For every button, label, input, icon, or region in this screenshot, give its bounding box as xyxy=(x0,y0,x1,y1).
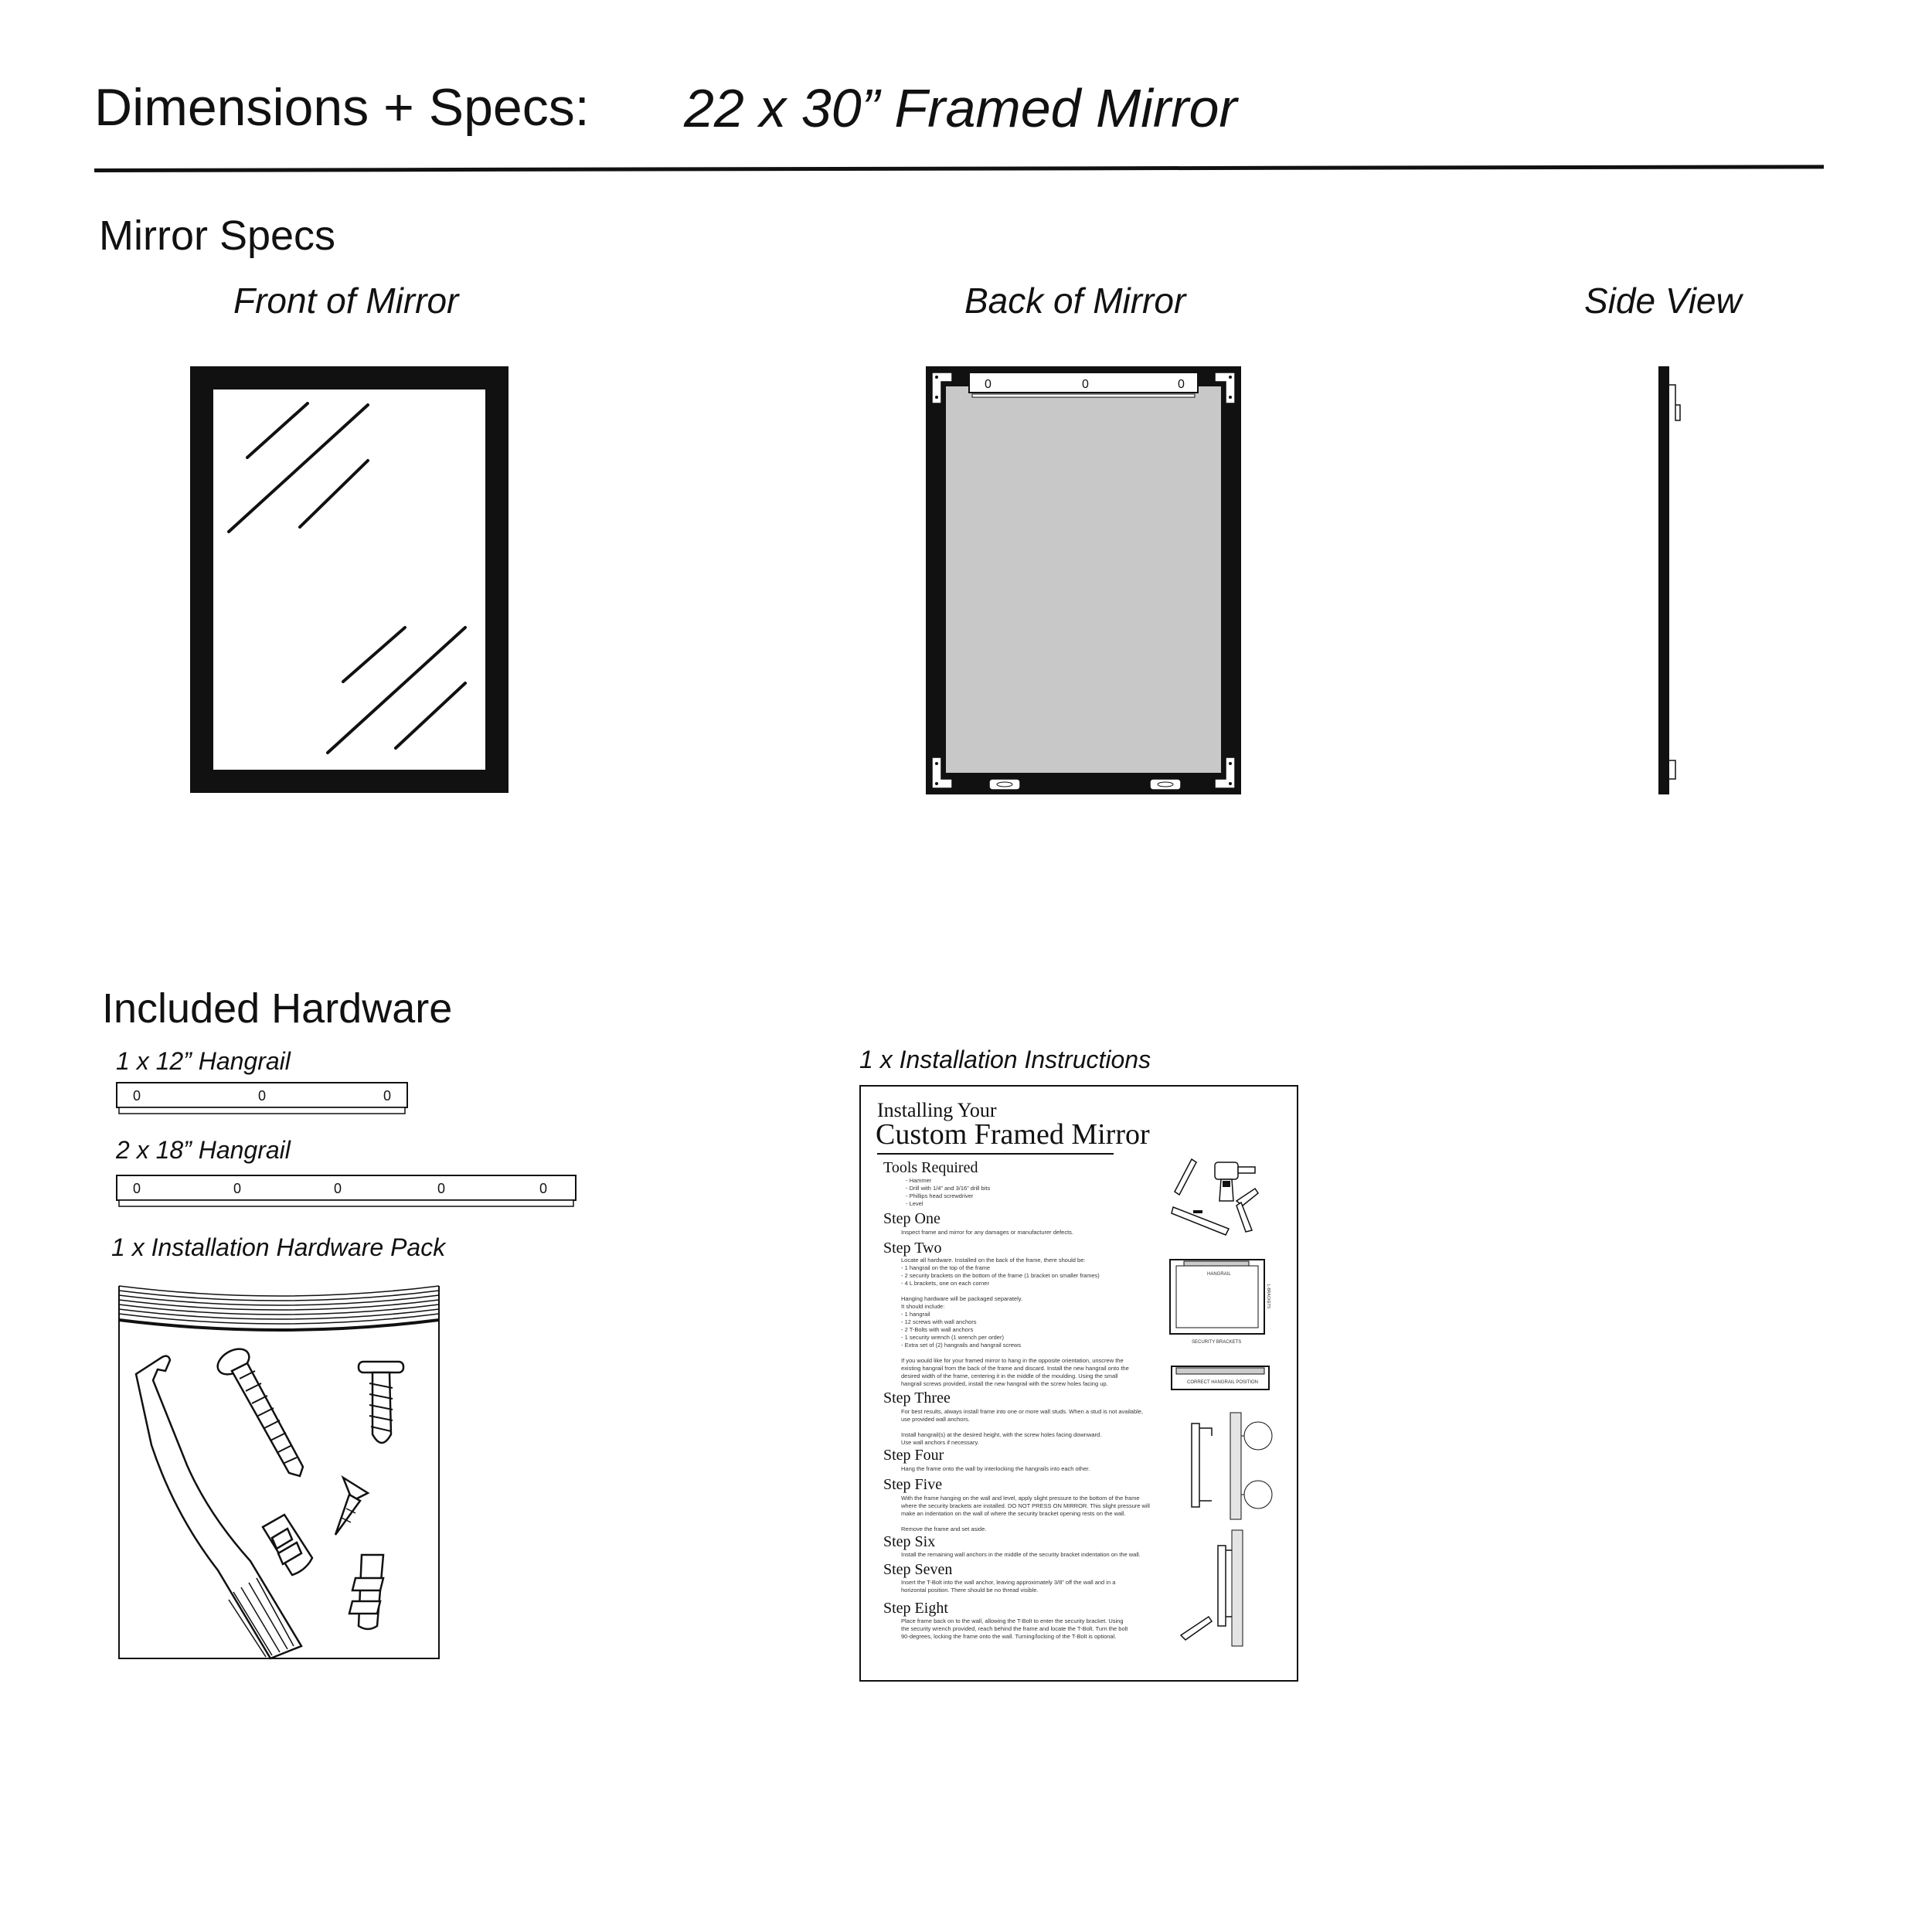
step5-line: where the security brackets are installed. DO NOT PRESS ON MIRROR. This slight pressure will xyxy=(901,1502,1150,1509)
product-subtitle: 22 x 30” Framed Mirror xyxy=(684,78,1237,138)
step2-line: hangrail screws provided, install the new hangrail with the screw holes facing up. xyxy=(901,1380,1108,1387)
svg-text:0: 0 xyxy=(1178,378,1185,391)
svg-text:0: 0 xyxy=(334,1181,342,1196)
step1-line: Inspect frame and mirror for any damages or manufacturer defects. xyxy=(901,1229,1074,1236)
hangrail-12-label: 1 x 12” Hangrail xyxy=(116,1047,291,1075)
step5-line: make an indentation on the wall of where the security bracket opening rests on the wall. xyxy=(901,1510,1126,1517)
wall-install-diagram-1 xyxy=(1178,1413,1275,1519)
svg-text:0: 0 xyxy=(1082,378,1089,391)
svg-text:0: 0 xyxy=(437,1181,446,1196)
step3-line: For best results, always install frame into one or more wall studs. When a stud is not available, xyxy=(901,1408,1144,1415)
step2-line xyxy=(901,1349,1129,1357)
instructions-label: 1 x Installation Instructions xyxy=(859,1046,1151,1073)
step2-line: It should include: xyxy=(901,1303,945,1310)
step5-line xyxy=(901,1518,1150,1526)
step3-text xyxy=(901,1408,1143,1447)
diagram-security-label: SECURITY BRACKETS xyxy=(1192,1340,1242,1345)
step2-line: desired width of the frame, centering it in the middle of the moulding. Using the small xyxy=(901,1372,1118,1379)
step6-text xyxy=(901,1551,1141,1559)
svg-text:0: 0 xyxy=(133,1088,141,1104)
step3-line: Install hangrail(s) at the desired height, with the screw holes facing downward. xyxy=(901,1431,1102,1438)
tools-illustration xyxy=(1172,1155,1264,1238)
included-hardware-heading: Included Hardware xyxy=(102,985,453,1032)
page-title: Dimensions + Specs: xyxy=(94,78,590,137)
step2-line: existing hangrail from the back of the frame and discard. Install the new hangrail onto the xyxy=(901,1365,1129,1372)
hangrail-12-illustration xyxy=(116,1082,408,1116)
step2-line: If you would like for your framed mirror to hang in the opposite orientation, unscrew the xyxy=(901,1357,1124,1364)
hangrail-18-label: 2 x 18” Hangrail xyxy=(116,1136,291,1164)
step7-text xyxy=(901,1579,1115,1594)
front-mirror-illustration xyxy=(190,366,509,793)
step3-line: use provided wall anchors. xyxy=(901,1416,970,1423)
tools-line: - Hammer xyxy=(906,1177,932,1184)
back-mirror-illustration xyxy=(926,366,1241,794)
step2-line xyxy=(901,1287,1129,1295)
step2-line: Hanging hardware will be packaged separately. xyxy=(901,1295,1023,1302)
step2-text xyxy=(901,1257,1129,1388)
step4-line: Hang the frame onto the wall by interlocking the hangrails into each other. xyxy=(901,1465,1090,1472)
diagram-hangrail-label: HANGRAIL xyxy=(1207,1272,1231,1277)
svg-text:0: 0 xyxy=(383,1088,392,1104)
tools-heading: Tools Required xyxy=(883,1159,978,1176)
step2-line: Locate all hardware. Installed on the back of the frame, there should be: xyxy=(901,1257,1086,1264)
mirror-specs-heading: Mirror Specs xyxy=(99,213,336,259)
doc-title-underline xyxy=(877,1153,1114,1155)
svg-text:0: 0 xyxy=(258,1088,267,1104)
step2-line: - Extra set of (2) hangrails and hangrail screws xyxy=(901,1342,1022,1349)
doc-title-line2: Custom Framed Mirror xyxy=(876,1118,1150,1151)
wall-install-diagram-2 xyxy=(1178,1530,1275,1646)
step3-line: Use wall anchors if necessary. xyxy=(901,1439,979,1446)
step4-heading: Step Four xyxy=(883,1447,944,1464)
svg-text:0: 0 xyxy=(233,1181,242,1196)
step1-text xyxy=(901,1229,1073,1236)
hardware-pack-label: 1 x Installation Hardware Pack xyxy=(111,1233,446,1261)
step2-line: - 1 security wrench (1 wrench per order) xyxy=(901,1334,1004,1341)
tools-line: - Level xyxy=(906,1200,923,1207)
diagram-correct-position-label: CORRECT HANGRAIL POSITION xyxy=(1187,1380,1259,1385)
step8-line: Place frame back on to the wall, allowing the T-Bolt to enter the security bracket. Using xyxy=(901,1617,1124,1624)
step1-heading: Step One xyxy=(883,1210,940,1227)
tools-line: - Drill with 1/4” and 3/16” drill bits xyxy=(906,1185,991,1192)
step8-heading: Step Eight xyxy=(883,1600,948,1617)
hangrail-position-diagram xyxy=(1170,1365,1272,1393)
step7-heading: Step Seven xyxy=(883,1561,953,1578)
step5-line: Remove the frame and set aside. xyxy=(901,1526,987,1532)
diagram-lbrackets-label: L-BRACKETS xyxy=(1266,1284,1270,1309)
side-view-label: Side View xyxy=(1584,281,1742,321)
step2-line: - 12 screws with wall anchors xyxy=(901,1318,977,1325)
step2-line: - 4 L brackets, one on each corner xyxy=(901,1280,989,1287)
step8-line: the security wrench provided, reach behind the frame and locate the T-Bolt. Turn the bolt xyxy=(901,1625,1128,1632)
tools-list xyxy=(906,1177,990,1208)
step8-text xyxy=(901,1617,1128,1641)
hardware-pack-illustration xyxy=(117,1283,440,1660)
step2-line: - 1 hangrail xyxy=(901,1311,930,1318)
step2-line: - 2 security brackets on the bottom of the frame (1 bracket on smaller frames) xyxy=(901,1272,1100,1279)
step4-text xyxy=(901,1465,1090,1473)
step6-heading: Step Six xyxy=(883,1533,936,1550)
step8-line: 90-degrees, locking the frame onto the wall. Turning/locking of the T-Bolt is optional. xyxy=(901,1633,1117,1640)
svg-text:0: 0 xyxy=(133,1181,141,1196)
step3-line xyxy=(901,1423,1143,1431)
svg-text:0: 0 xyxy=(539,1181,548,1196)
doc-title-line1: Installing Your xyxy=(877,1099,997,1121)
step2-line: - 1 hangrail on the top of the frame xyxy=(901,1264,991,1271)
svg-text:0: 0 xyxy=(985,378,992,391)
back-of-mirror-label: Back of Mirror xyxy=(964,281,1186,321)
step5-text xyxy=(901,1495,1150,1533)
front-of-mirror-label: Front of Mirror xyxy=(233,281,459,321)
step3-heading: Step Three xyxy=(883,1389,951,1406)
step7-line: Insert the T-Bolt into the wall anchor, leaving approximately 3/8” off the wall and in a xyxy=(901,1579,1116,1586)
tools-line: - Phillips head screwdriver xyxy=(906,1192,974,1199)
frame-back-diagram xyxy=(1168,1253,1274,1348)
side-view-illustration xyxy=(1658,366,1689,794)
step5-heading: Step Five xyxy=(883,1476,943,1493)
step2-heading: Step Two xyxy=(883,1240,942,1257)
hangrail-18-illustration xyxy=(116,1175,577,1209)
step7-line: horizontal position. There should be no thread visible. xyxy=(901,1587,1039,1594)
step5-line: With the frame hanging on the wall and level, apply slight pressure to the bottom of the frame xyxy=(901,1495,1140,1502)
step6-line: Install the remaining wall anchors in the middle of the security bracket indentation on the wall. xyxy=(901,1551,1141,1558)
step2-line: - 2 T-Bolts with wall anchors xyxy=(901,1326,974,1333)
header-divider xyxy=(94,165,1824,172)
